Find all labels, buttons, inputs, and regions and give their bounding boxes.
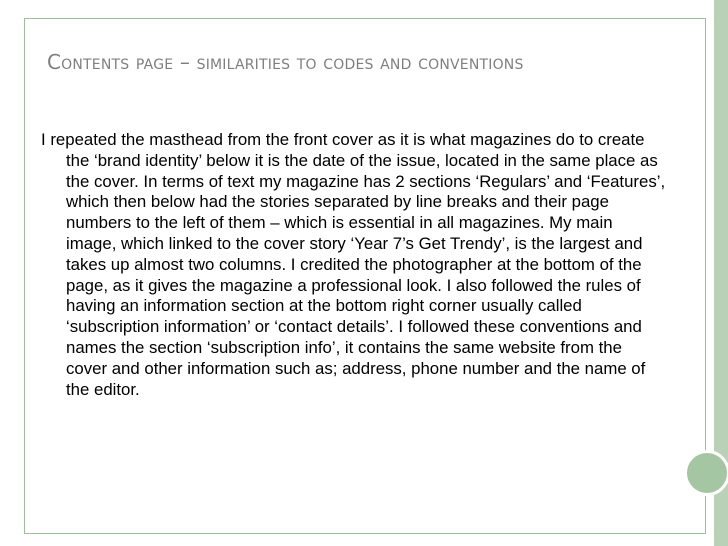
slide-body-text: I repeated the masthead from the front cover as it is what magazines do to create the ‘brand identity’ below it is the date of the issue, located in the same place as the cover. In terms of text my magazine has 2 sections ‘Regulars’ and ‘Features’, which then below had the stories separated by line breaks and their page numbers to the left of them – which is essential in all magazines. My main image, which linked to the cover story ‘Year 7’s Get Trendy’, is the largest and takes up almost two columns. I credited the photographer at the bottom of the page, as it gives the magazine a professional look. I also followed the rules of having an information section at the bottom right corner usually called ‘subscription information’ or ‘contact details’. I followed these conventions and names the section ‘subscription info’, it contains the same website from the cover and other information such as; address, phone number and the name of the editor. [41, 130, 666, 399]
decorative-circle [684, 450, 728, 496]
slide-title: Contents page – similarities to codes and conventions [47, 50, 524, 74]
